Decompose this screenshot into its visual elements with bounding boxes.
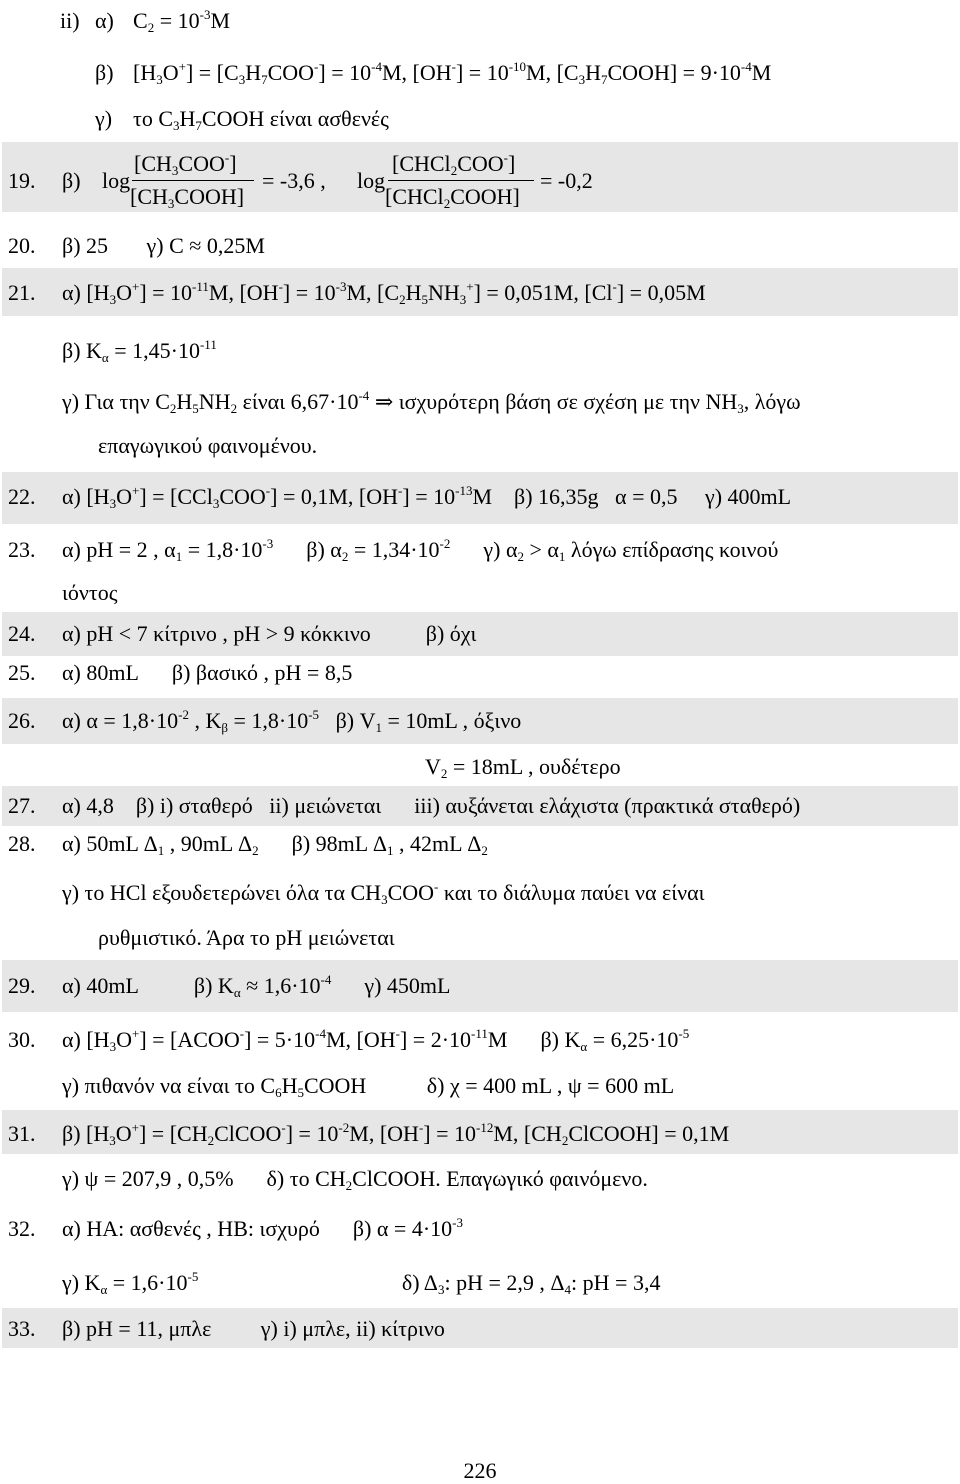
item-32-a: α) HA: ασθενές , HB: ισχυρό β) $\alpha = 4\cdot 10^{-3}$	[62, 1215, 464, 1241]
item-19-fraction-bar-2	[388, 180, 534, 181]
item-ii-c-label: γ)	[95, 106, 113, 131]
item-19-log2: log	[357, 168, 386, 193]
item-21-c2: επαγωγικού φαινομένου.	[98, 433, 318, 458]
item-31-b: β) $[H_3O^+]$ = $[CH_2ClCOO^-] = 10^{-2}M$, $[OH^-] = 10^{-12}M$, $[CH_2ClCOOH] = 0,1M$	[62, 1120, 730, 1148]
item-26-text: α) $\alpha = 1,8\cdot 10^{-2}$ , $K_\beta = 1,8\cdot 10^{-5}$ β) $V_1 = 10mL$ , όξινο	[62, 707, 522, 735]
item-19-num2: [CHCl$_2$COO-]	[392, 150, 516, 178]
item-21-num: 21.	[8, 280, 36, 305]
item-19-val1: = -3,6 ,	[262, 168, 326, 193]
item-30-num: 30.	[8, 1027, 36, 1052]
item-21-a: α) $[H_3O^+] = 10^{-11}M$, $[OH^-] = 10^{-3}M$, $[C_2H_5NH_3^+] = 0,051M$, [Cl-] = 0,05M	[62, 279, 706, 307]
item-23-text2: ιόντος	[62, 580, 118, 605]
item-19-den1: $[CH_3COOH]$	[130, 184, 245, 211]
item-31-num: 31.	[8, 1121, 36, 1146]
item-19-num: 19.	[8, 168, 36, 193]
item-28-c: γ) το HCl εξουδετερώνει όλα τα $CH_3COO^-$ και το διάλυμα παύει να είναι	[62, 879, 705, 907]
item-32-c: γ) $K_\alpha = 1,6\cdot 10^{-5}$ δ) $\Delta_3$: pH = 2,9 , $\Delta_4$: pH = 3,4	[62, 1269, 661, 1297]
item-20-num: 20.	[8, 233, 36, 258]
item-28-num: 28.	[8, 831, 36, 856]
item-19-log1: log	[102, 168, 131, 193]
item-21-b: β) $K_\alpha = 1,45\cdot 10^{-11}$	[62, 337, 217, 365]
item-ii-b-text: $[H_3O^+] = [C_3H_7COO^-] = 10^{-4}M$, $[OH^-] = 10^{-10}M$, $[C_3H_7COOH] = 9\cdot 10^{-4}M$	[133, 59, 772, 87]
item-29-text: α) 40mL β) $K_\alpha \approx 1,6\cdot 10^{-4}$ γ) 450mL	[62, 972, 451, 1000]
item-21-c: γ) Για την $C_2H_5NH_2$ είναι $6,67\cdot 10^{-4}$ ⇒ ισχυρότερη βάση σε σχέση με την $NH_3$, λόγω	[62, 388, 801, 416]
item-ii-b-label: β)	[95, 60, 114, 85]
item-ii-num: ii)	[60, 8, 80, 33]
item-27-num: 27.	[8, 793, 36, 818]
item-28-a: α) 50mL $\Delta_1$ , 90mL $\Delta_2$ β) 98mL $\Delta_1$ , 42mL $\Delta_2$	[62, 831, 488, 858]
item-ii-c-text: το $C_3H_7COOH$ είναι ασθενές	[133, 106, 389, 133]
item-20-text: β) 25 γ) C ≈ 0,25M	[62, 233, 265, 258]
item-26-num: 26.	[8, 708, 36, 733]
item-19-val2: = -0,2	[540, 168, 593, 193]
item-24-num: 24.	[8, 621, 36, 646]
item-25-num: 25.	[8, 660, 36, 685]
item-27-text: α) 4,8 β) i) σταθερό ii) μειώνεται iii) αυξάνεται ελάχιστα (πρακτικά σταθερό)	[62, 793, 801, 818]
item-26-text2: $V_2 = 18mL$ , ουδέτερο	[425, 754, 621, 781]
item-23-text: α) pH = 2 , $\alpha_1 = 1,8\cdot 10^{-3}$ β) $\alpha_2 = 1,34\cdot 10^{-2}$ γ) $\alpha_2 > \alpha_1$ λόγω επίδρασης κοινού	[62, 536, 779, 564]
item-ii-a-label: α)	[95, 8, 114, 33]
item-19-fraction-bar-1	[132, 180, 254, 181]
item-29-num: 29.	[8, 973, 36, 998]
item-22-text: α) $[H_3O^+] = [CCl_3COO^-] = 0,1M$, $[OH^-] = 10^{-13}M$ β) 16,35g α = 0,5 γ) 400mL	[62, 483, 792, 511]
item-30-a: α) $[H_3O^+]$ = [ACOO-] = $5\cdot 10^{-4}M$, $[OH^-] = 2\cdot 10^{-11}M$ β) $K_\alpha = 6,25\cdot 10^{-5}$	[62, 1026, 690, 1054]
page-number: 226	[463, 1458, 497, 1483]
item-19-num1: $[CH_3COO^-]$	[134, 150, 237, 178]
item-24-text: α) pH < 7 κίτρινο , pH > 9 κόκκινο β) όχι	[62, 621, 477, 646]
item-19-b-label: β)	[62, 168, 81, 193]
item-25-text: α) 80mL β) βασικό , pH = 8,5	[62, 660, 353, 685]
item-28-c2: ρυθμιστικό. Άρα το pH μειώνεται	[98, 925, 395, 950]
item-32-num: 32.	[8, 1216, 36, 1241]
item-30-c: γ) πιθανόν να είναι το $C_6H_5COOH$ δ) χ = 400 mL , ψ = 600 mL	[62, 1073, 675, 1100]
item-23-num: 23.	[8, 537, 36, 562]
item-31-c: γ) ψ = 207,9 , 0,5% δ) το $CH_2ClCOOH$. Επαγωγικό φαινόμενο.	[62, 1166, 648, 1193]
item-19-den2: [CHCl$_2$COOH]	[385, 184, 520, 211]
item-22-num: 22.	[8, 484, 36, 509]
item-33-num: 33.	[8, 1316, 36, 1341]
item-33-text: β) pH = 11, μπλε γ) i) μπλε, ii) κίτρινο	[62, 1316, 445, 1341]
item-ii-a-text: $C_2 = 10^{-3}M$	[133, 7, 231, 35]
